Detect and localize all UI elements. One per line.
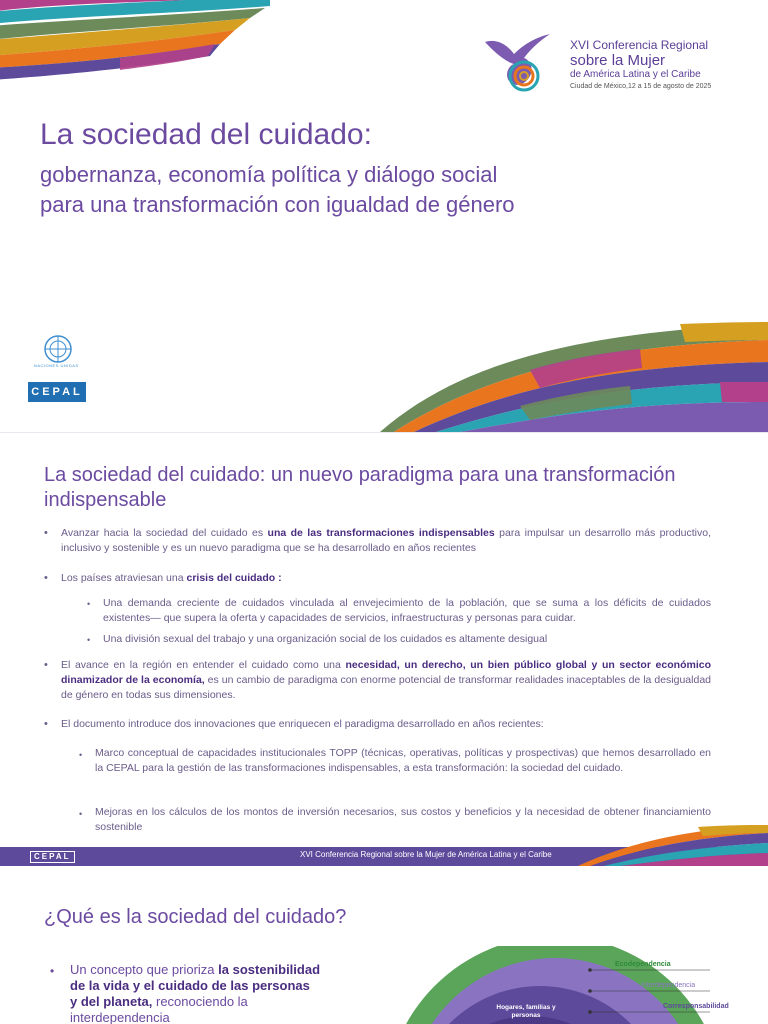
bullet-1-text-end: para impulsar un desarrollo más productivo, inclusivo y sostenible y es un nuevo paradigma que se ha desarrollado en años recientes	[61, 527, 712, 554]
bullet-dot: •	[50, 964, 55, 978]
footer-cepal-logo: CEPAL	[30, 851, 75, 863]
definition-slide	[0, 866, 768, 1024]
interdependence-dot	[588, 989, 592, 993]
definition-bullet	[70, 962, 320, 1024]
bullet-2-emphasis: crisis del cuidado :	[186, 572, 282, 584]
bullet-1-text: Avanzar hacia la sociedad del cuidado es	[61, 527, 268, 539]
bullet-3-emphasis: necesidad, un derecho, un bien público global y un sector económico dinamizador de la economía,	[61, 659, 711, 686]
bullet-dot: •	[44, 572, 48, 584]
bullet-1	[61, 526, 711, 556]
interdependence-label: Interdependencia	[641, 982, 696, 989]
sub-bullet-2-2: Una división sexual del trabajo y una organización social de los cuidados es altamente desigual	[103, 633, 548, 645]
slide-subtitle	[40, 160, 680, 220]
bullet-dot: •	[44, 718, 48, 730]
slide-heading: ¿Qué es la sociedad del cuidado?	[44, 906, 347, 928]
sub-bullet-dot: •	[87, 599, 91, 609]
sub-bullet-dot: •	[79, 750, 83, 760]
un-caption: NACIONES UNIDAS	[34, 363, 79, 368]
slide-title: La sociedad del cuidado:	[40, 118, 372, 151]
slide-heading: La sociedad del cuidado: un nuevo paradigma para una transformación indispensable	[44, 464, 676, 511]
sub-bullet-dot: •	[87, 635, 91, 645]
footer-text: XVI Conferencia Regional sobre la Mujer de América Latina y el Caribe	[300, 850, 552, 859]
footer-stripes-decoration	[578, 823, 768, 866]
hummingbird-logo	[480, 28, 560, 100]
conference-line-2: sobre la Mujer	[570, 52, 666, 69]
conference-date: Ciudad de México,12 a 15 de agosto de 2025	[570, 83, 712, 90]
care-society-diagram	[380, 946, 768, 1024]
paradigm-slide	[0, 433, 768, 866]
top-left-stripes-decoration	[0, 0, 300, 85]
conference-title	[570, 38, 760, 93]
definition-emphasis: la sostenibilidad de la vida y el cuidado de las personas y del planeta,	[70, 962, 321, 1009]
sub-bullet-4-1: Marco conceptual de capacidades institucionales TOPP (técnicas, operativas, políticas y prospectivas) que hemos desarrollado en la CEPAL para la gestión de las transformaciones indispensables, a esta transformación: la sociedad del cuidado.	[95, 747, 711, 774]
sub-bullet-dot: •	[79, 809, 83, 819]
title-slide	[0, 0, 768, 432]
bullet-2	[61, 571, 711, 586]
conference-line-1: XVI Conferencia Regional	[570, 38, 709, 52]
ecodependence-label: Ecodependencia	[615, 961, 671, 968]
bullet-4: El documento introduce dos innovaciones que enriquecen el paradigma desarrollado en años recientes:	[61, 718, 544, 730]
coresponsibility-label: Corresponsabilidad	[663, 1003, 729, 1010]
ecodependence-dot	[588, 968, 592, 972]
subtitle-line-2: para una transformación con igualdad de género	[40, 192, 515, 217]
definition-text: Un concepto que prioriza	[70, 962, 219, 977]
bullet-dot: •	[44, 527, 48, 539]
coresponsibility-dot	[588, 1010, 592, 1014]
bullet-3-text: El avance en la región en entender el cuidado como una	[61, 659, 346, 671]
definition-text-end: reconociendo la interdependencia	[70, 994, 248, 1024]
bullet-2-text: Los países atraviesan una	[61, 572, 187, 584]
subtitle-line-1: gobernanza, economía política y diálogo social	[40, 162, 498, 187]
bullet-dot: •	[44, 659, 48, 671]
bottom-right-stripes-decoration	[380, 322, 768, 432]
bullet-3	[61, 658, 711, 703]
cepal-logo: CEPAL	[28, 382, 86, 402]
bullet-1-emphasis: una de las transformaciones indispensables	[267, 527, 495, 539]
center-label: Hogares, familias y personas	[496, 1004, 556, 1019]
conference-line-3: de América Latina y el Caribe	[570, 69, 701, 80]
bullet-3-text-end: es un cambio de paradigma con enorme potencial de transformar realidades inaceptables de la desigualdad de género en todas sus dimensiones.	[61, 674, 711, 701]
sub-bullet-2-1: Una demanda creciente de cuidados vinculada al envejecimiento de la población, que se suma a los déficits de cuidados existentes— que supera la oferta y capacidades de servicios, infraestructuras y personas para cuidar.	[103, 597, 711, 624]
sub-bullet-4-2: Mejoras en los cálculos de los montos de inversión necesarios, sus costos y beneficios y la necesidad de obtener financiamiento sostenible	[95, 806, 711, 833]
